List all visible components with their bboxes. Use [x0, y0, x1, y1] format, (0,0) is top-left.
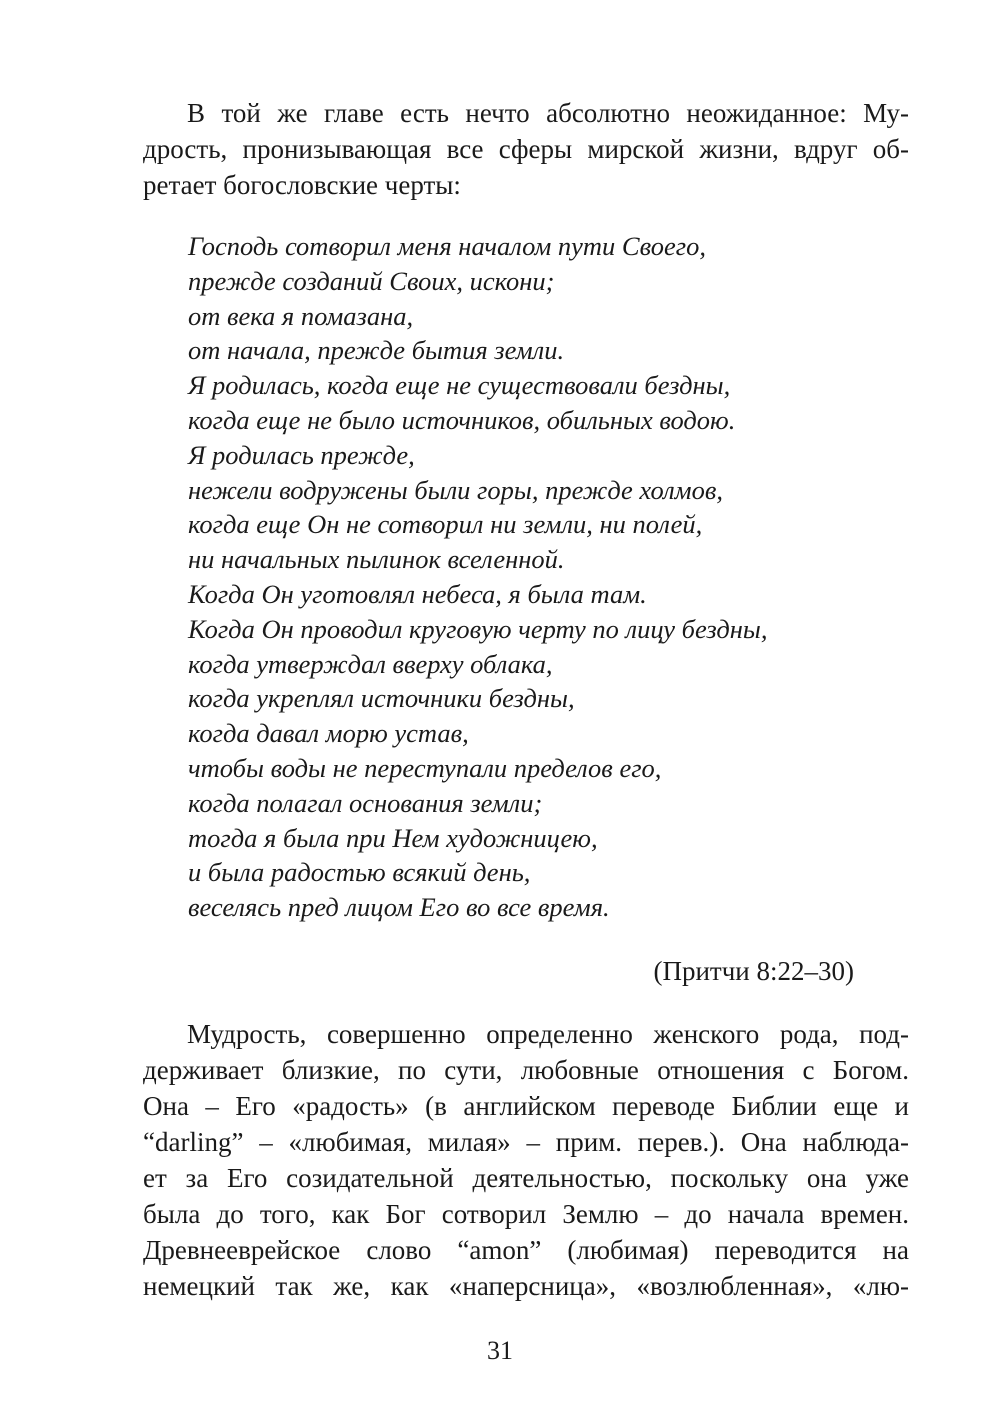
quotation-line: веселясь пред лицом Его во все время.	[188, 892, 610, 923]
paragraph-intro	[143, 95, 909, 203]
quotation-line: нежели водружены были горы, прежде холмов,	[188, 474, 723, 505]
text-line: была до того, как Бог сотворил Землю – до начала времен.	[143, 1199, 909, 1229]
quotation-line: Я родилась, когда еще не существовали бездны,	[188, 370, 731, 401]
quotation-line: Когда Он проводил круговую черту по лицу бездны,	[188, 613, 768, 644]
quotation-line: Когда Он уготовлял небеса, я была там.	[188, 578, 647, 609]
page-number: 31	[487, 1336, 513, 1365]
quotation-line: чтобы воды не переступали пределов его,	[188, 752, 662, 783]
text-line: держивает близкие, по сути, любовные отношения с Богом.	[143, 1055, 909, 1085]
quotation-line: когда давал морю устав,	[188, 718, 469, 749]
quotation-line: от века я помазана,	[188, 300, 414, 331]
quotation-line: когда утверждал вверху облака,	[188, 648, 553, 679]
quotation-line: прежде созданий Своих, искони;	[188, 265, 555, 296]
quotation-line: когда полагал основания земли;	[188, 787, 543, 818]
quotation-line: Господь сотворил меня началом пути Своего,	[188, 231, 706, 261]
quotation-line: ни начальных пылинок вселенной.	[188, 544, 565, 575]
quotation-citation: (Притчи 8:22–30)	[653, 956, 854, 986]
text-line: ет за Его созидательной деятельностью, поскольку она уже	[143, 1163, 909, 1193]
text-line: ретает богословские черты:	[143, 170, 461, 200]
text-line: В той же главе есть нечто абсолютно неожиданное: Му-	[187, 98, 909, 128]
quotation-line: Я родилась прежде,	[188, 439, 415, 470]
text-line: дрость, пронизывающая все сферы мирской жизни, вдруг об-	[143, 134, 909, 164]
quotation-line: когда еще Он не сотворил ни земли, ни полей,	[188, 509, 703, 540]
quotation-line: и была радостью всякий день,	[188, 857, 531, 888]
quotation-line: когда укреплял источники бездны,	[188, 683, 575, 714]
text-line: Древнееврейское слово “amon” (любимая) переводится на	[143, 1235, 909, 1265]
text-line: “darling” – «любимая, милая» – прим. перев.). Она наблюда-	[143, 1127, 909, 1157]
text-line: немецкий так же, как «наперсница», «возлюбленная», «лю-	[143, 1271, 909, 1301]
scripture-quotation	[188, 229, 908, 925]
text-line: Она – Его «радость» (в английском переводе Библии еще и	[143, 1091, 909, 1121]
quotation-line: тогда я была при Нем художницею,	[188, 822, 598, 853]
paragraph-commentary	[143, 1016, 909, 1304]
quotation-line: от начала, прежде бытия земли.	[188, 335, 565, 366]
text-line: Мудрость, совершенно определенно женского рода, под-	[187, 1019, 909, 1049]
quotation-line: когда еще не было источников, обильных водою.	[188, 404, 736, 435]
